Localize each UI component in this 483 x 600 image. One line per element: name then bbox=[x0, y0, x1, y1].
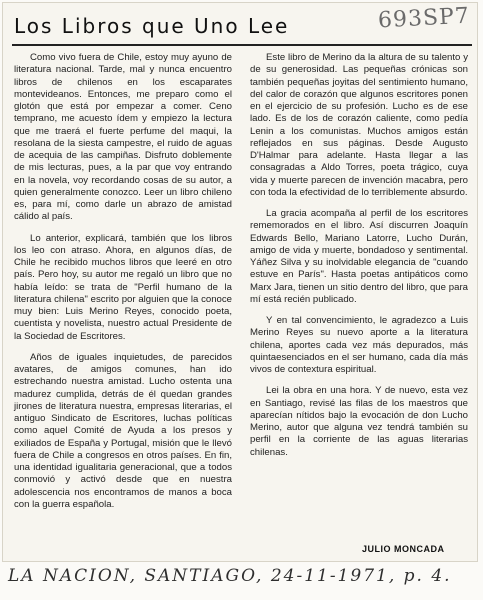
article-column-left bbox=[14, 52, 232, 520]
title-rule bbox=[12, 44, 472, 46]
paragraph: Como vivo fuera de Chile, estoy muy ayuno de literatura nacional. Tarde, mal y nunca encuentro libros de chilenos en los escaparates montevideanos. Entonces, me preparo como el glotón que está por empezar a comer. Ceno temprano, me acuesto ídem y empiezo la lectura que me traerá el fuerte perfume del maqui, la resolana de la siesta campestre, el ruido de aguas de acequia de las campiñas. Disfruto doblemente de mis lecturas, pues, a la par que voy entrando en la novela, voy recordando cosas de su autor, a quien generalmente conozco. Leer un libro chileno es, para mí, como darle un abrazo de amistad cálido al país. bbox=[14, 52, 232, 223]
handwritten-source-note: LA NACION, SANTIAGO, 24-11-1971, p. 4. bbox=[8, 566, 452, 586]
paragraph: Lo anterior, explicará, también que los libros los leo con atraso. Ahora, en algunos días, de Chile he recibido muchos libros que leeré en otro país. Pero hoy, su autor me regaló un libro que no había leído: se trata de "Perfil humano de la literatura chilena" escrito por alguien que la conoce muy bien: Luis Merino Reyes, conocido poeta, cuentista y novelista, nuestro actual Presidente de la Sociedad de Escritores. bbox=[14, 232, 232, 342]
article-column-right bbox=[250, 52, 468, 468]
article-title: Los Libros que Uno Lee bbox=[14, 14, 290, 38]
author-signature: JULIO MONCADA bbox=[362, 544, 445, 554]
paragraph: Este libro de Merino da la altura de su talento y de su generosidad. Las pequeñas crónicas son también pequeñas joyitas del sentimiento humano, del calor de corazón que algunos escritores ponen en el ejercicio de su profesión. Lucho es de ese lado. Es de los de corazón caliente, como pedía Lenin a los comunistas. Muchos amigos están reflejados en sus páginas. Desde Augusto D'Halmar para adelante. Hasta llegar a las consagradas a Aldo Torres, poeta trágico, cuya vida y muerte parecen de invención macabra, pero con toda la efectividad de lo terriblemente absurdo. bbox=[250, 52, 468, 198]
catalog-number: 693SP7 bbox=[377, 3, 471, 34]
paragraph: Lei la obra en una hora. Y de nuevo, esta vez en Santiago, revisé las filas de los maestros que aparecían nítidos bajo la evocación de don Lucho Merino, autor que alguna vez tendrá también su perfil en la corriente de las aguas literarias chilenas. bbox=[250, 385, 468, 458]
paragraph: Y en tal convencimiento, le agradezco a Luis Merino Reyes su nuevo aporte a la literatura chilena, aportes cada vez más depurados, más quintaesenciados en el ser humano, cada día más vivos de contextura espiritual. bbox=[250, 315, 468, 375]
paragraph: Años de iguales inquietudes, de parecidos avatares, de amigos comunes, han ido estrechando nuestra amistad. Lucho ostenta una madurez cumplida, detrás de él quedan grandes jirones de literatura nuestra, empresas literarias, el antiguo Sindicato de Escritores, luchas políticas como aquel Comité de Ayuda a los presos y exiliados de España y Portugal, misión que le llevó fuera de Chile a congresos en otros países. En fin, una identidad igualitaria generacional, que a todos conmovió y activó desde que en nuestra adolescencia nos encontramos de manos a boca con la guerra española. bbox=[14, 351, 232, 510]
paragraph: La gracia acompaña al perfil de los escritores rememorados en el libro. Así discurren Joaquín Edwards Bello, Mariano Latorre, Lucho Durán, amigo de vida y muerte, bondadoso y sentimental. Yáñez Silva y su inolvidable elegancia de "cuando estuve en París". Hasta poetas antipáticos como Marx Jara, tienen un sitio dentro del libro, que para mí está recién publicado. bbox=[250, 208, 468, 305]
